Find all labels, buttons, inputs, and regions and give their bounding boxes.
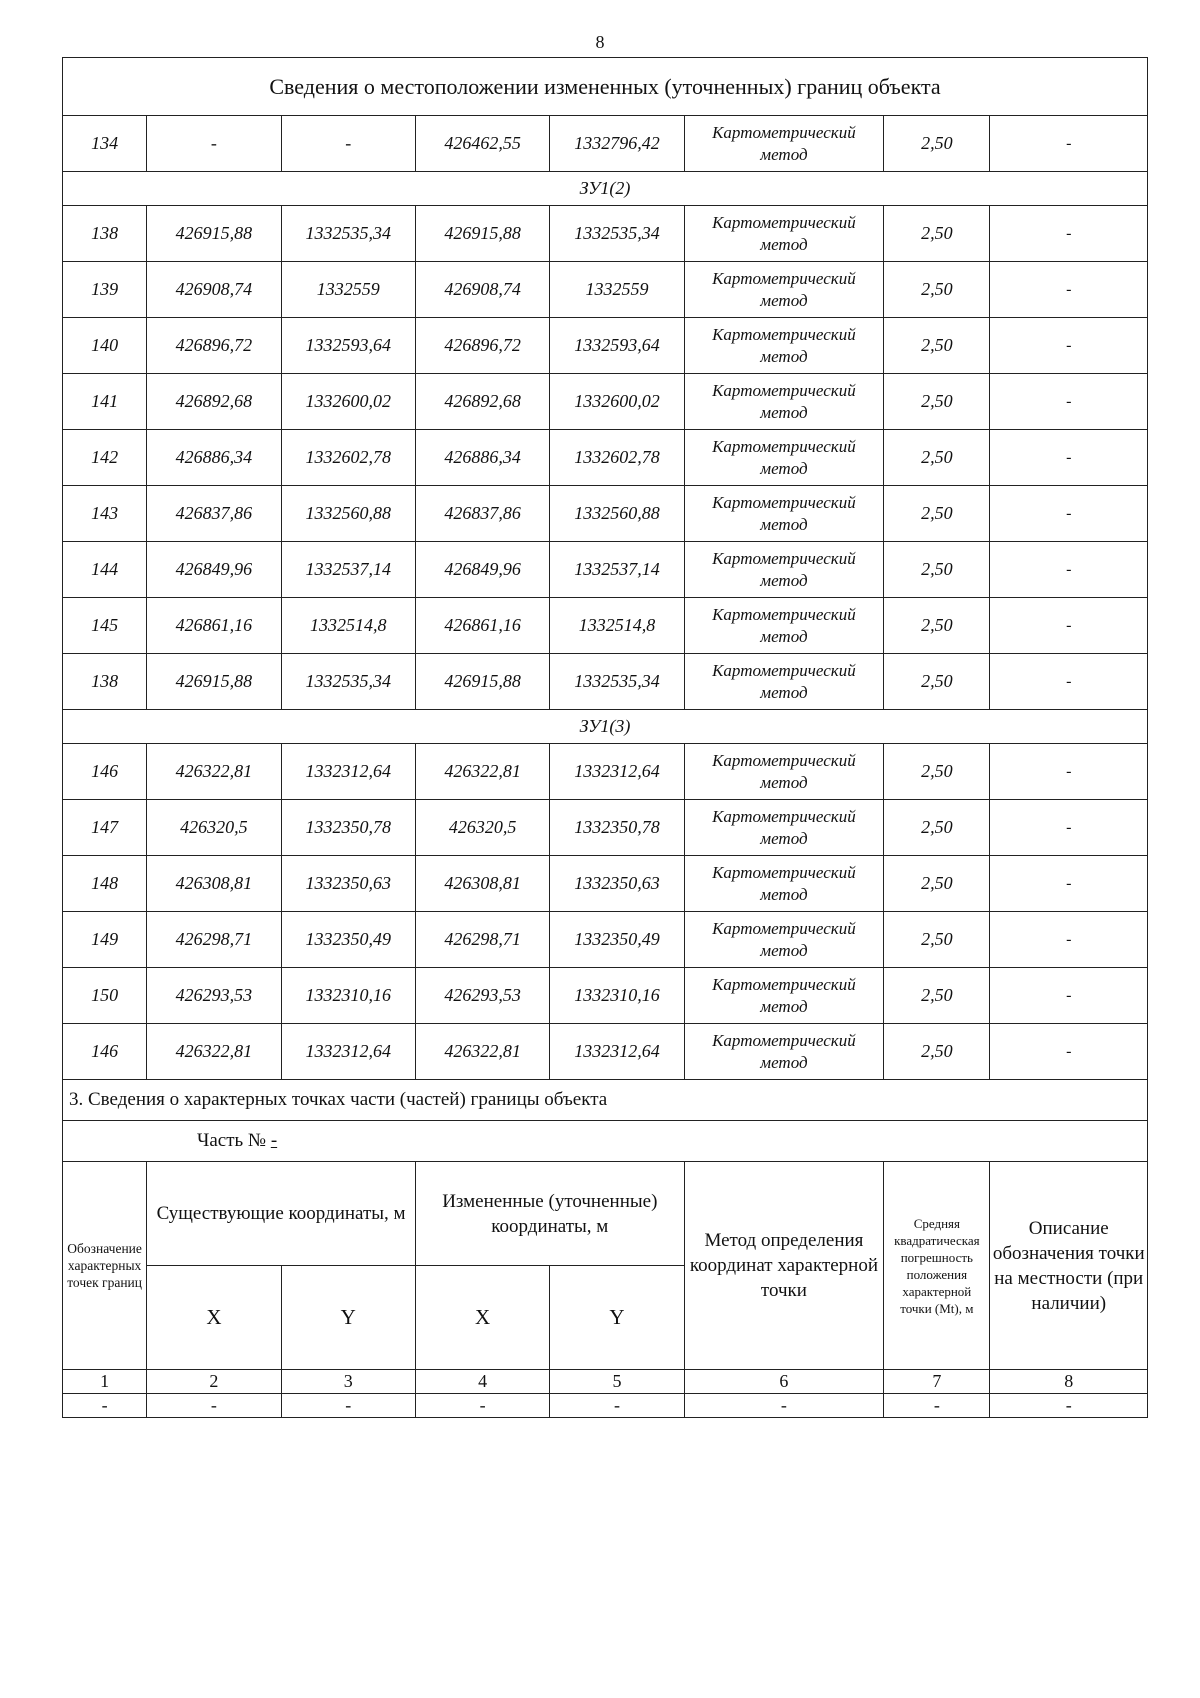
existing-y-cell: 1332600,02 (281, 374, 415, 430)
description-cell: - (990, 912, 1148, 968)
description-cell: - (990, 262, 1148, 318)
group-row (63, 172, 1148, 206)
description-cell: - (990, 374, 1148, 430)
method-cell: Картометрический метод (684, 486, 884, 542)
table-row (63, 206, 1148, 262)
section3-title: 3. Сведения о характерных точках части (частей) границы объекта (63, 1080, 1148, 1121)
table-row (63, 374, 1148, 430)
mt-cell: 2,50 (884, 430, 990, 486)
mt-cell: 2,50 (884, 744, 990, 800)
table-row (63, 262, 1148, 318)
method-cell: Картометрический метод (684, 262, 884, 318)
table-row (63, 744, 1148, 800)
point-number-cell: 145 (63, 598, 147, 654)
empty-cell: - (147, 1394, 281, 1418)
existing-x-cell: 426915,88 (147, 654, 281, 710)
existing-x-cell: 426908,74 (147, 262, 281, 318)
description-cell: - (990, 542, 1148, 598)
part-label: Часть № (197, 1130, 267, 1151)
empty-cell: - (990, 1394, 1148, 1418)
changed-y-cell: 1332593,64 (550, 318, 684, 374)
column-number-cell: 3 (281, 1370, 415, 1394)
existing-x-cell: 426320,5 (147, 800, 281, 856)
method-cell: Картометрический метод (684, 374, 884, 430)
part-number-row (63, 1121, 1148, 1162)
changed-y-cell: 1332312,64 (550, 744, 684, 800)
mt-cell: 2,50 (884, 374, 990, 430)
mt-cell: 2,50 (884, 318, 990, 374)
changed-x-cell: 426896,72 (415, 318, 549, 374)
existing-y-cell: - (281, 116, 415, 172)
changed-x-cell: 426837,86 (415, 486, 549, 542)
mt-cell: 2,50 (884, 856, 990, 912)
existing-y-cell: 1332350,63 (281, 856, 415, 912)
table-row (63, 1394, 1148, 1418)
changed-y-cell: 1332312,64 (550, 1024, 684, 1080)
mt-cell: 2,50 (884, 654, 990, 710)
mt-cell: 2,50 (884, 1024, 990, 1080)
method-cell: Картометрический метод (684, 598, 884, 654)
point-number-cell: 139 (63, 262, 147, 318)
mt-cell: 2,50 (884, 206, 990, 262)
changed-x-cell: 426915,88 (415, 654, 549, 710)
existing-x-cell: 426322,81 (147, 1024, 281, 1080)
point-number-cell: 149 (63, 912, 147, 968)
mt-cell: 2,50 (884, 598, 990, 654)
mt-cell: 2,50 (884, 800, 990, 856)
method-cell: Картометрический метод (684, 968, 884, 1024)
existing-y-cell: 1332559 (281, 262, 415, 318)
existing-x-cell: 426298,71 (147, 912, 281, 968)
table-row (63, 968, 1148, 1024)
changed-x-cell: 426886,34 (415, 430, 549, 486)
description-cell: - (990, 856, 1148, 912)
existing-x-cell: 426849,96 (147, 542, 281, 598)
header-method: Метод определения координат характерной точки (684, 1162, 884, 1370)
table-row (63, 1024, 1148, 1080)
empty-cell: - (550, 1394, 684, 1418)
point-number-cell: 143 (63, 486, 147, 542)
changed-y-cell: 1332350,63 (550, 856, 684, 912)
mt-cell: 2,50 (884, 486, 990, 542)
changed-y-cell: 1332602,78 (550, 430, 684, 486)
empty-cell: - (63, 1394, 147, 1418)
table-row (63, 116, 1148, 172)
point-number-cell: 138 (63, 654, 147, 710)
changed-y-cell: 1332796,42 (550, 116, 684, 172)
existing-y-cell: 1332514,8 (281, 598, 415, 654)
changed-x-cell: 426322,81 (415, 1024, 549, 1080)
table-row (63, 800, 1148, 856)
column-number-cell: 8 (990, 1370, 1148, 1394)
description-cell: - (990, 654, 1148, 710)
existing-y-cell: 1332535,34 (281, 206, 415, 262)
column-number-cell: 2 (147, 1370, 281, 1394)
table-row (63, 486, 1148, 542)
changed-y-cell: 1332535,34 (550, 654, 684, 710)
description-cell: - (990, 430, 1148, 486)
point-number-cell: 142 (63, 430, 147, 486)
method-cell: Картометрический метод (684, 856, 884, 912)
changed-y-cell: 1332560,88 (550, 486, 684, 542)
method-cell: Картометрический метод (684, 912, 884, 968)
existing-x-cell: 426896,72 (147, 318, 281, 374)
existing-x-cell: 426322,81 (147, 744, 281, 800)
description-cell: - (990, 1024, 1148, 1080)
changed-x-cell: 426308,81 (415, 856, 549, 912)
header-existing-y: Y (281, 1266, 415, 1370)
mt-cell: 2,50 (884, 116, 990, 172)
table-row (63, 318, 1148, 374)
header-changed-x: X (415, 1266, 549, 1370)
table-row (63, 598, 1148, 654)
header-changed-y: Y (550, 1266, 684, 1370)
changed-x-cell: 426322,81 (415, 744, 549, 800)
column-number-cell: 7 (884, 1370, 990, 1394)
method-cell: Картометрический метод (684, 654, 884, 710)
existing-x-cell: 426886,34 (147, 430, 281, 486)
changed-y-cell: 1332310,16 (550, 968, 684, 1024)
existing-y-cell: 1332312,64 (281, 744, 415, 800)
existing-y-cell: 1332350,78 (281, 800, 415, 856)
changed-y-cell: 1332600,02 (550, 374, 684, 430)
table-row (63, 542, 1148, 598)
description-cell: - (990, 968, 1148, 1024)
column-number-cell: 1 (63, 1370, 147, 1394)
existing-y-cell: 1332350,49 (281, 912, 415, 968)
point-number-cell: 148 (63, 856, 147, 912)
empty-cell: - (684, 1394, 884, 1418)
point-number-cell: 144 (63, 542, 147, 598)
description-cell: - (990, 598, 1148, 654)
changed-y-cell: 1332535,34 (550, 206, 684, 262)
empty-cell: - (884, 1394, 990, 1418)
point-number-cell: 150 (63, 968, 147, 1024)
group-label: ЗУ1(3) (63, 710, 1148, 744)
table-title: Сведения о местоположении измененных (уточненных) границ объекта (63, 58, 1148, 116)
method-cell: Картометрический метод (684, 800, 884, 856)
header-mt: Средняя квадратическая погрешность положения характерной точки (Mt), м (884, 1162, 990, 1370)
mt-cell: 2,50 (884, 912, 990, 968)
existing-x-cell: 426915,88 (147, 206, 281, 262)
existing-x-cell: - (147, 116, 281, 172)
header-changed-coords: Измененные (уточненные) координаты, м (415, 1162, 684, 1266)
changed-x-cell: 426892,68 (415, 374, 549, 430)
point-number-cell: 147 (63, 800, 147, 856)
column-number-cell: 4 (415, 1370, 549, 1394)
changed-y-cell: 1332559 (550, 262, 684, 318)
point-number-cell: 140 (63, 318, 147, 374)
existing-y-cell: 1332537,14 (281, 542, 415, 598)
changed-x-cell: 426915,88 (415, 206, 549, 262)
boundary-points-table (62, 57, 1148, 1418)
description-cell: - (990, 486, 1148, 542)
method-cell: Картометрический метод (684, 744, 884, 800)
header-point-designation: Обозначение характерных точек границ (63, 1162, 147, 1370)
changed-y-cell: 1332514,8 (550, 598, 684, 654)
existing-x-cell: 426892,68 (147, 374, 281, 430)
header-existing-x: X (147, 1266, 281, 1370)
header-existing-coords: Существующие координаты, м (147, 1162, 416, 1266)
changed-x-cell: 426320,5 (415, 800, 549, 856)
existing-x-cell: 426293,53 (147, 968, 281, 1024)
changed-x-cell: 426908,74 (415, 262, 549, 318)
empty-cell: - (415, 1394, 549, 1418)
page-number: 8 (595, 32, 605, 52)
group-row (63, 710, 1148, 744)
point-number-cell: 146 (63, 1024, 147, 1080)
empty-cell: - (281, 1394, 415, 1418)
point-number-cell: 141 (63, 374, 147, 430)
changed-x-cell: 426849,96 (415, 542, 549, 598)
description-cell: - (990, 744, 1148, 800)
existing-y-cell: 1332535,34 (281, 654, 415, 710)
method-cell: Картометрический метод (684, 116, 884, 172)
changed-y-cell: 1332350,78 (550, 800, 684, 856)
existing-x-cell: 426861,16 (147, 598, 281, 654)
column-number-cell: 5 (550, 1370, 684, 1394)
method-cell: Картометрический метод (684, 1024, 884, 1080)
method-cell: Картометрический метод (684, 318, 884, 374)
existing-x-cell: 426837,86 (147, 486, 281, 542)
existing-x-cell: 426308,81 (147, 856, 281, 912)
changed-x-cell: 426298,71 (415, 912, 549, 968)
changed-x-cell: 426293,53 (415, 968, 549, 1024)
description-cell: - (990, 116, 1148, 172)
method-cell: Картометрический метод (684, 542, 884, 598)
existing-y-cell: 1332560,88 (281, 486, 415, 542)
changed-x-cell: 426861,16 (415, 598, 549, 654)
description-cell: - (990, 206, 1148, 262)
point-number-cell: 146 (63, 744, 147, 800)
table-row (63, 912, 1148, 968)
existing-y-cell: 1332602,78 (281, 430, 415, 486)
table-row (63, 856, 1148, 912)
description-cell: - (990, 318, 1148, 374)
mt-cell: 2,50 (884, 542, 990, 598)
changed-x-cell: 426462,55 (415, 116, 549, 172)
table-row (63, 654, 1148, 710)
method-cell: Картометрический метод (684, 430, 884, 486)
column-number-cell: 6 (684, 1370, 884, 1394)
group-label: ЗУ1(2) (63, 172, 1148, 206)
table-row (63, 430, 1148, 486)
existing-y-cell: 1332310,16 (281, 968, 415, 1024)
mt-cell: 2,50 (884, 262, 990, 318)
changed-y-cell: 1332537,14 (550, 542, 684, 598)
header-description: Описание обозначения точки на местности (при наличии) (990, 1162, 1148, 1370)
changed-y-cell: 1332350,49 (550, 912, 684, 968)
method-cell: Картометрический метод (684, 206, 884, 262)
existing-y-cell: 1332593,64 (281, 318, 415, 374)
part-value: - (270, 1130, 278, 1151)
mt-cell: 2,50 (884, 968, 990, 1024)
existing-y-cell: 1332312,64 (281, 1024, 415, 1080)
description-cell: - (990, 800, 1148, 856)
point-number-cell: 134 (63, 116, 147, 172)
point-number-cell: 138 (63, 206, 147, 262)
